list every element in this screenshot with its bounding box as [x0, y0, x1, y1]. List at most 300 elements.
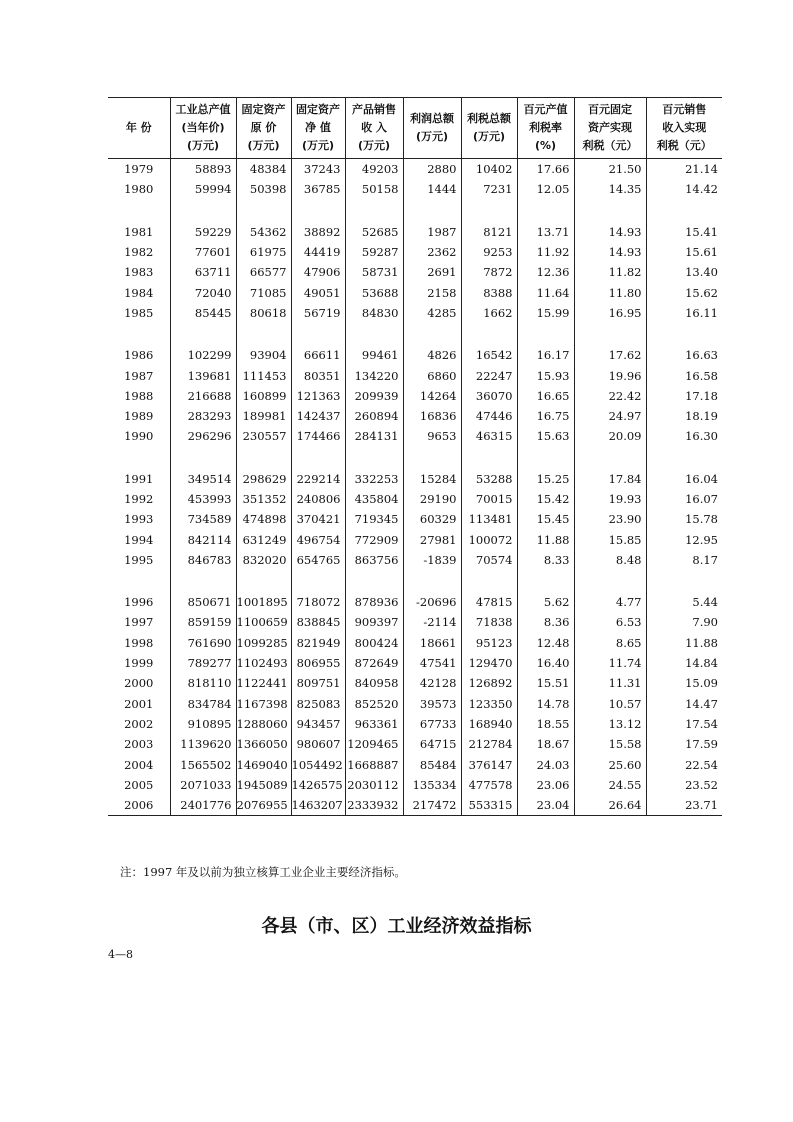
value-cell: 70574	[461, 550, 517, 570]
value-cell: 13.40	[646, 262, 722, 282]
year-cell: 2000	[124, 676, 154, 691]
year-cell: 1997	[124, 615, 154, 630]
value-cell: 174466	[291, 426, 345, 446]
spacer-cell	[646, 570, 722, 592]
table-row	[108, 795, 722, 816]
year-cell: 1989	[124, 409, 154, 424]
column-header-line: 利税总额	[467, 112, 511, 125]
value-cell: 2030112	[345, 775, 403, 795]
column-header-line: 利税（元）	[582, 139, 638, 152]
column-header-line: 资产实现	[588, 121, 632, 134]
spacer-cell	[236, 570, 291, 592]
value-cell: 17.62	[574, 345, 646, 365]
value-cell: 2076955	[236, 795, 291, 816]
value-cell: 7231	[461, 179, 517, 199]
value-cell: 909397	[345, 612, 403, 632]
table-row	[108, 653, 722, 673]
value-cell: 4.77	[574, 592, 646, 612]
value-cell: 19.96	[574, 365, 646, 385]
table-row	[108, 282, 722, 302]
value-cell: 654765	[291, 550, 345, 570]
table-row	[108, 673, 722, 693]
value-cell: 1444	[403, 179, 461, 199]
column-header-line: 利税率	[529, 121, 562, 134]
value-cell: 2401776	[170, 795, 236, 816]
spacer-cell	[345, 570, 403, 592]
value-cell: 134220	[345, 365, 403, 385]
value-cell: 47815	[461, 592, 517, 612]
value-cell: 46315	[461, 426, 517, 446]
value-cell: 11.92	[517, 242, 574, 262]
value-cell: 17.84	[574, 469, 646, 489]
value-cell: 5.62	[517, 592, 574, 612]
value-cell: 95123	[461, 633, 517, 653]
value-cell: 9253	[461, 242, 517, 262]
value-cell: 850671	[170, 592, 236, 612]
value-cell: 24.55	[574, 775, 646, 795]
value-cell: 53288	[461, 469, 517, 489]
value-cell: 50158	[345, 179, 403, 199]
value-cell: 14264	[403, 386, 461, 406]
spacer-cell	[574, 200, 646, 222]
spacer-cell	[291, 200, 345, 222]
column-header	[574, 98, 646, 159]
value-cell: 47446	[461, 406, 517, 426]
value-cell: 63711	[170, 262, 236, 282]
column-header	[345, 98, 403, 159]
value-cell: 910895	[170, 714, 236, 734]
value-cell: 12.05	[517, 179, 574, 199]
value-cell: 22.54	[646, 754, 722, 774]
industrial-indicators-table	[108, 97, 722, 816]
value-cell: 23.06	[517, 775, 574, 795]
value-cell: 18.55	[517, 714, 574, 734]
value-cell: 126892	[461, 673, 517, 693]
value-cell: 283293	[170, 406, 236, 426]
value-cell: 25.60	[574, 754, 646, 774]
spacer-cell	[461, 200, 517, 222]
year-cell: 1982	[124, 245, 154, 260]
value-cell: 64715	[403, 734, 461, 754]
year-cell: 1998	[124, 635, 154, 650]
value-cell: 553315	[461, 795, 517, 816]
value-cell: -2114	[403, 612, 461, 632]
value-cell: 37243	[291, 159, 345, 180]
table-header	[108, 98, 722, 159]
column-header-line: 百元产值	[523, 103, 568, 116]
year-cell: 1993	[124, 512, 154, 527]
value-cell: 806955	[291, 653, 345, 673]
value-cell: 70015	[461, 489, 517, 509]
value-cell: 296296	[170, 426, 236, 446]
year-cell: 1988	[124, 388, 154, 403]
column-header-line: (万元)	[247, 139, 280, 152]
table-row	[108, 694, 722, 714]
table-row	[108, 592, 722, 612]
value-cell: 111453	[236, 365, 291, 385]
spacer-cell	[461, 447, 517, 469]
value-cell: 1054492	[291, 754, 345, 774]
value-cell: 24.03	[517, 754, 574, 774]
column-header-line: (当年价)	[181, 121, 225, 134]
spacer-cell	[170, 570, 236, 592]
table-row	[108, 222, 722, 242]
value-cell: 16.63	[646, 345, 722, 365]
value-cell: 77601	[170, 242, 236, 262]
value-cell: 15.85	[574, 529, 646, 549]
value-cell: 1167398	[236, 694, 291, 714]
value-cell: 13.71	[517, 222, 574, 242]
value-cell: 22247	[461, 365, 517, 385]
value-cell: 66577	[236, 262, 291, 282]
column-header-line: (万元)	[186, 139, 220, 152]
spacer-cell	[108, 570, 170, 592]
value-cell: 284131	[345, 426, 403, 446]
value-cell: 10.57	[574, 694, 646, 714]
spacer-cell	[236, 323, 291, 345]
table-row	[108, 550, 722, 570]
value-cell: 4285	[403, 303, 461, 323]
value-cell: 139681	[170, 365, 236, 385]
value-cell: 54362	[236, 222, 291, 242]
value-cell: 761690	[170, 633, 236, 653]
year-cell: 1985	[124, 305, 154, 320]
spacer-cell	[345, 447, 403, 469]
value-cell: 80618	[236, 303, 291, 323]
value-cell: 2880	[403, 159, 461, 180]
value-cell: 10402	[461, 159, 517, 180]
value-cell: 1102493	[236, 653, 291, 673]
spacer-cell	[291, 323, 345, 345]
value-cell: 56719	[291, 303, 345, 323]
year-cell: 1996	[124, 595, 154, 610]
value-cell: 160899	[236, 386, 291, 406]
value-cell: 477578	[461, 775, 517, 795]
value-cell: 18.67	[517, 734, 574, 754]
value-cell: 980607	[291, 734, 345, 754]
value-cell: 15.78	[646, 509, 722, 529]
column-header-line: 净 值	[305, 121, 331, 134]
value-cell: 27981	[403, 529, 461, 549]
spacer-cell	[574, 570, 646, 592]
spacer-cell	[403, 323, 461, 345]
value-cell: 129470	[461, 653, 517, 673]
value-cell: 6.53	[574, 612, 646, 632]
value-cell: 49203	[345, 159, 403, 180]
table-row	[108, 365, 722, 385]
value-cell: 15284	[403, 469, 461, 489]
spacer-cell	[461, 323, 517, 345]
value-cell: 1099285	[236, 633, 291, 653]
value-cell: 102299	[170, 345, 236, 365]
value-cell: 14.78	[517, 694, 574, 714]
spacer-cell	[236, 447, 291, 469]
value-cell: 59994	[170, 179, 236, 199]
value-cell: 12.48	[517, 633, 574, 653]
table-row	[108, 426, 722, 446]
page-number: 4—8	[108, 948, 133, 961]
year-cell: 2004	[124, 757, 154, 772]
value-cell: 16.75	[517, 406, 574, 426]
year-cell: 1990	[124, 429, 154, 444]
value-cell: 809751	[291, 673, 345, 693]
value-cell: 36070	[461, 386, 517, 406]
year-cell: 1984	[124, 285, 154, 300]
value-cell: 9653	[403, 426, 461, 446]
value-cell: 67733	[403, 714, 461, 734]
value-cell: 19.93	[574, 489, 646, 509]
value-cell: 2691	[403, 262, 461, 282]
value-cell: 121363	[291, 386, 345, 406]
value-cell: 230557	[236, 426, 291, 446]
value-cell: 59287	[345, 242, 403, 262]
value-cell: 12.95	[646, 529, 722, 549]
value-cell: 13.12	[574, 714, 646, 734]
column-header	[646, 98, 722, 159]
group-spacer	[108, 200, 722, 222]
value-cell: 23.90	[574, 509, 646, 529]
table-row	[108, 612, 722, 632]
value-cell: 99461	[345, 345, 403, 365]
value-cell: 1426575	[291, 775, 345, 795]
spacer-cell	[646, 200, 722, 222]
table-row	[108, 714, 722, 734]
value-cell: 85484	[403, 754, 461, 774]
year-cell: 1981	[124, 224, 154, 239]
value-cell: 332253	[345, 469, 403, 489]
value-cell: 47541	[403, 653, 461, 673]
table-row	[108, 469, 722, 489]
value-cell: 2071033	[170, 775, 236, 795]
value-cell: 17.66	[517, 159, 574, 180]
column-header	[403, 98, 461, 159]
value-cell: 15.63	[517, 426, 574, 446]
value-cell: 168940	[461, 714, 517, 734]
value-cell: 16.04	[646, 469, 722, 489]
value-cell: 4826	[403, 345, 461, 365]
value-cell: 7872	[461, 262, 517, 282]
value-cell: 84830	[345, 303, 403, 323]
value-cell: 15.99	[517, 303, 574, 323]
value-cell: 85445	[170, 303, 236, 323]
value-cell: 6860	[403, 365, 461, 385]
year-cell: 2006	[108, 795, 170, 816]
value-cell: 1469040	[236, 754, 291, 774]
value-cell: 66611	[291, 345, 345, 365]
value-cell: 821949	[291, 633, 345, 653]
value-cell: 2362	[403, 242, 461, 262]
spacer-cell	[170, 323, 236, 345]
value-cell: 217472	[403, 795, 461, 816]
column-header	[170, 98, 236, 159]
value-cell: 1139620	[170, 734, 236, 754]
value-cell: 61975	[236, 242, 291, 262]
year-cell: 1987	[124, 368, 154, 383]
table-row	[108, 633, 722, 653]
value-cell: 15.61	[646, 242, 722, 262]
value-cell: 15.45	[517, 509, 574, 529]
value-cell: 832020	[236, 550, 291, 570]
value-cell: 58893	[170, 159, 236, 180]
value-cell: 496754	[291, 529, 345, 549]
spacer-cell	[403, 570, 461, 592]
year-cell: 2003	[124, 737, 154, 752]
value-cell: 100072	[461, 529, 517, 549]
value-cell: 14.42	[646, 179, 722, 199]
value-cell: 1463207	[291, 795, 345, 816]
section-title: 各县（市、区）工业经济效益指标	[261, 916, 532, 937]
year-cell: 2002	[124, 716, 154, 731]
value-cell: 298629	[236, 469, 291, 489]
spacer-cell	[646, 323, 722, 345]
spacer-cell	[403, 200, 461, 222]
year-cell: 2001	[124, 696, 154, 711]
value-cell: 963361	[345, 714, 403, 734]
value-cell: 71838	[461, 612, 517, 632]
table-row	[108, 734, 722, 754]
value-cell: 1366050	[236, 734, 291, 754]
value-cell: 17.59	[646, 734, 722, 754]
year-cell: 1994	[124, 532, 154, 547]
table-body	[108, 159, 722, 816]
value-cell: 1001895	[236, 592, 291, 612]
value-cell: 14.47	[646, 694, 722, 714]
value-cell: 48384	[236, 159, 291, 180]
value-cell: 18661	[403, 633, 461, 653]
value-cell: 1100659	[236, 612, 291, 632]
value-cell: 49051	[291, 282, 345, 302]
year-cell: 1983	[124, 265, 154, 280]
value-cell: 21.14	[646, 159, 722, 180]
spacer-cell	[646, 447, 722, 469]
table-row	[108, 179, 722, 199]
value-cell: 872649	[345, 653, 403, 673]
value-cell: 11.31	[574, 673, 646, 693]
value-cell: 15.25	[517, 469, 574, 489]
value-cell: 16.65	[517, 386, 574, 406]
value-cell: 47906	[291, 262, 345, 282]
column-header-line: (万元)	[301, 139, 335, 152]
value-cell: 20.09	[574, 426, 646, 446]
value-cell: 50398	[236, 179, 291, 199]
value-cell: 189981	[236, 406, 291, 426]
group-spacer	[108, 570, 722, 592]
table-row	[108, 406, 722, 426]
column-header-line: (万元)	[357, 139, 391, 152]
value-cell: 11.80	[574, 282, 646, 302]
value-cell: 1662	[461, 303, 517, 323]
column-header	[461, 98, 517, 159]
year-cell: 1992	[124, 492, 154, 506]
value-cell: 21.50	[574, 159, 646, 180]
value-cell: 8.33	[517, 550, 574, 570]
table-row	[108, 159, 722, 180]
value-cell: 1565502	[170, 754, 236, 774]
spacer-cell	[517, 570, 574, 592]
column-header-line: 年 份	[125, 121, 152, 134]
value-cell: 14.35	[574, 179, 646, 199]
value-cell: 142437	[291, 406, 345, 426]
value-cell: 29190	[403, 489, 461, 509]
spacer-cell	[236, 200, 291, 222]
value-cell: 15.41	[646, 222, 722, 242]
value-cell: 1209465	[345, 734, 403, 754]
value-cell: 1668887	[345, 754, 403, 774]
value-cell: 216688	[170, 386, 236, 406]
value-cell: 351352	[236, 489, 291, 509]
value-cell: 59229	[170, 222, 236, 242]
spacer-cell	[517, 200, 574, 222]
value-cell: 789277	[170, 653, 236, 673]
value-cell: 734589	[170, 509, 236, 529]
spacer-cell	[108, 447, 170, 469]
value-cell: 719345	[345, 509, 403, 529]
spacer-cell	[108, 200, 170, 222]
table-row	[108, 303, 722, 323]
value-cell: 16.58	[646, 365, 722, 385]
value-cell: 1288060	[236, 714, 291, 734]
column-header-line: 固定资产	[241, 103, 286, 116]
value-cell: 14.84	[646, 653, 722, 673]
value-cell: 16.07	[646, 489, 722, 509]
column-header-line: 原 价	[250, 121, 277, 134]
year-cell: 1995	[124, 552, 154, 567]
value-cell: 44419	[291, 242, 345, 262]
value-cell: 135334	[403, 775, 461, 795]
value-cell: 15.51	[517, 673, 574, 693]
table-row	[108, 489, 722, 509]
value-cell: 8.48	[574, 550, 646, 570]
value-cell: 2333932	[345, 795, 403, 816]
value-cell: 846783	[170, 550, 236, 570]
value-cell: 229214	[291, 469, 345, 489]
table-footnote: 注：1997 年及以前为独立核算工业企业主要经济指标。	[120, 865, 406, 879]
year-cell: 1986	[124, 348, 154, 363]
value-cell: 349514	[170, 469, 236, 489]
value-cell: 71085	[236, 282, 291, 302]
value-cell: 11.82	[574, 262, 646, 282]
column-header-line: 百元固定	[588, 103, 632, 116]
column-header-line: 固定资产	[296, 103, 340, 116]
value-cell: 16836	[403, 406, 461, 426]
value-cell: 22.42	[574, 386, 646, 406]
value-cell: 772909	[345, 529, 403, 549]
value-cell: 8121	[461, 222, 517, 242]
value-cell: 7.90	[646, 612, 722, 632]
table-row	[108, 529, 722, 549]
value-cell: 42128	[403, 673, 461, 693]
table-row	[108, 262, 722, 282]
value-cell: 838845	[291, 612, 345, 632]
value-cell: 14.93	[574, 242, 646, 262]
value-cell: 8.36	[517, 612, 574, 632]
value-cell: 58731	[345, 262, 403, 282]
value-cell: 943457	[291, 714, 345, 734]
column-header-line: (万元)	[472, 130, 506, 143]
value-cell: 12.36	[517, 262, 574, 282]
value-cell: 15.09	[646, 673, 722, 693]
value-cell: 52685	[345, 222, 403, 242]
value-cell: 80351	[291, 365, 345, 385]
value-cell: 23.04	[517, 795, 574, 816]
value-cell: 859159	[170, 612, 236, 632]
spacer-cell	[403, 447, 461, 469]
table-row	[108, 386, 722, 406]
value-cell: 16542	[461, 345, 517, 365]
value-cell: 15.93	[517, 365, 574, 385]
value-cell: 5.44	[646, 592, 722, 612]
value-cell: 11.88	[646, 633, 722, 653]
